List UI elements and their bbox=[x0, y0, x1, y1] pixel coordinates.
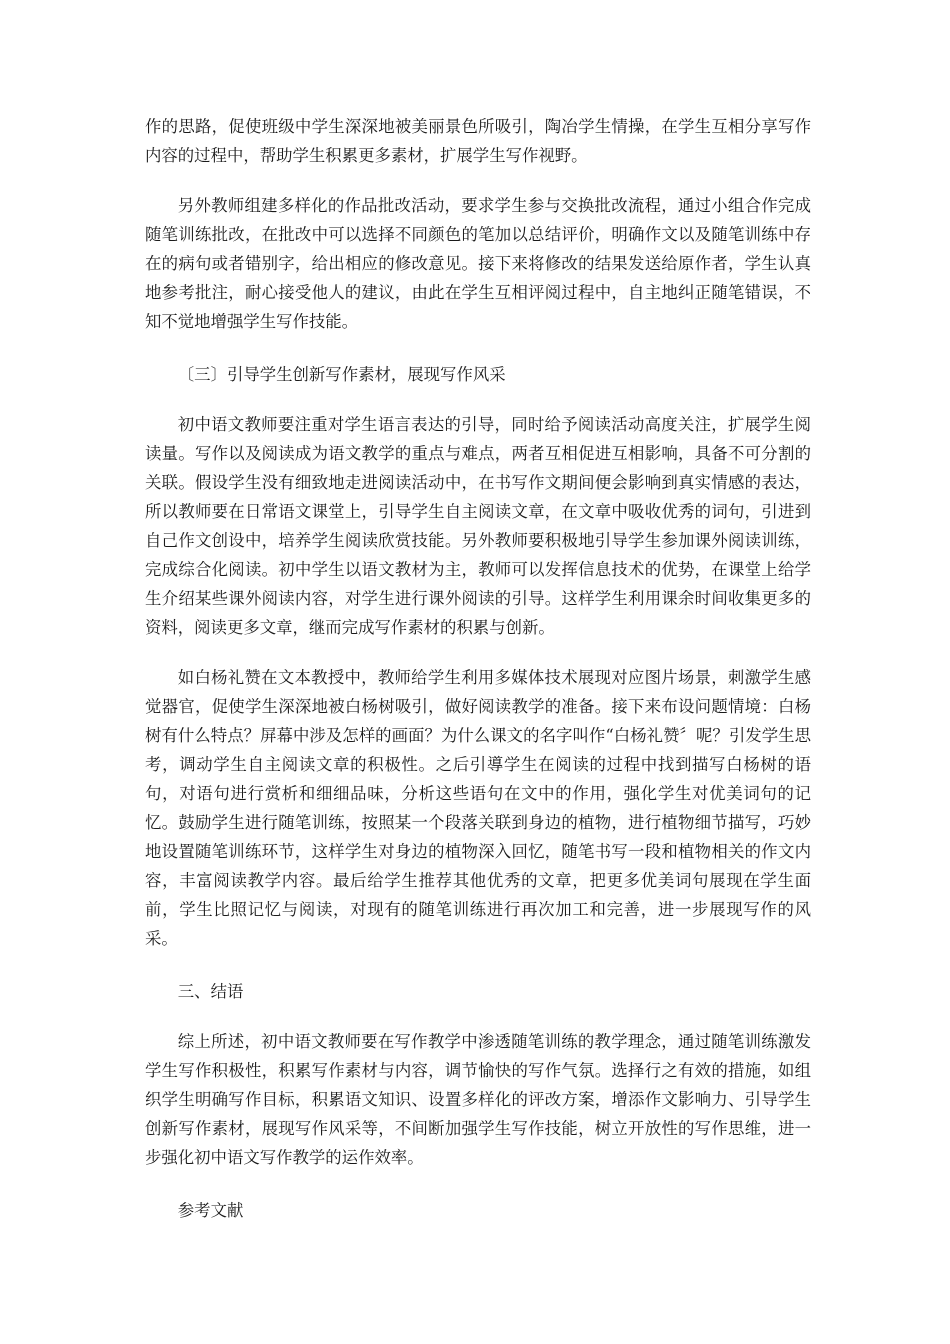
document-page bbox=[145, 112, 811, 1225]
paragraph-reading-guidance: 初中语文教师要注重对学生语言表达的引导，同时给予阅读活动高度关注，扩展学生阅读量。写作以及阅读成为语文教学的重点与难点，两者互相促进互相影响，具备不可分割的关联。假设学生没有细致地走进阅读活动中，在书写作文期间便会影响到真实情感的表达，所以教师要在日常语文课堂上，引导学生自主阅读文章，在文章中吸收优秀的词句，引进到自己作文创设中，培养学生阅读欣赏技能。另外教师要积极地引导学生参加课外阅读训练，完成综合化阅读。初中学生以语文教材为主，教师可以发挥信息技术的优势，在课堂上给学生介绍某些课外阅读内容，对学生进行课外阅读的引导。这样学生利用课余时间收集更多的资料，阅读更多文章，继而完成写作素材的积累与创新。 bbox=[145, 415, 811, 637]
conclusion-heading: 三、结语 bbox=[177, 982, 244, 1001]
paragraph-continued: 作的思路，促使班级中学生深深地被美丽景色所吸引，陶冶学生情操，在学生互相分享写作内容的过程中，帮助学生积累更多素材，扩展学生写作视野。 bbox=[145, 117, 811, 165]
references-heading: 参考文献 bbox=[177, 1201, 244, 1220]
paragraph-peer-review: 另外教师组建多样化的作品批改活动，要求学生参与交换批改流程，通过小组合作完成随笔训练批改，在批改中可以选择不同颜色的笔加以总结评价，明确作文以及随笔训练中存在的病句或者错别字，给出相应的修改意见。接下来将修改的结果发送给原作者，学生认真地参考批注，耐心接受他人的建议，由此在学生互相评阅过程中，自主地纠正随笔错误，不知不觉地增强学生写作技能。 bbox=[145, 196, 811, 331]
section-heading-3: 〔三〕引导学生创新写作素材，展现写作风采 bbox=[177, 365, 506, 384]
paragraph-conclusion: 综上所述，初中语文教师要在写作教学中渗透随笔训练的教学理念，通过随笔训练激发学生写作积极性，积累写作素材与内容，调节愉快的写作气氛。选择行之有效的措施，如组织学生明确写作目标，积累语文知识、设置多样化的评改方案，增添作文影响力、引导学生创新写作素材，展现写作风采等，不间断加强学生写作技能，树立开放性的写作思维，进一步强化初中语文写作教学的运作效率。 bbox=[145, 1032, 811, 1167]
paragraph-example-lesson: 如白杨礼赞在文本教授中，教师给学生利用多媒体技术展现对应图片场景，刺激学生感觉器官，促使学生深深地被白杨树吸引，做好阅读教学的准备。接下来布设问题情境：白杨树有什么特点？屏幕中涉及怎样的画面？为什么课文的名字叫作“白杨礼赞〞呢？引发学生思考，调动学生自主阅读文章的积极性。之后引導学生在阅读的过程中找到描写白杨树的语句，对语句进行赏析和细细品味，分析这些语句在文中的作用，强化学生对优美词句的记忆。鼓励学生进行随笔训练，按照某一个段落关联到身边的植物，进行植物细节描写，巧妙地设置随笔训练环节，这样学生对身边的植物深入回忆，随笔书写一段和植物相关的作文内容，丰富阅读教学内容。最后给学生推荐其他优秀的文章，把更多优美词句展现在学生面前，学生比照记忆与阅读，对现有的随笔训练进行再次加工和完善，进一步展现写作的风采。 bbox=[145, 668, 811, 948]
